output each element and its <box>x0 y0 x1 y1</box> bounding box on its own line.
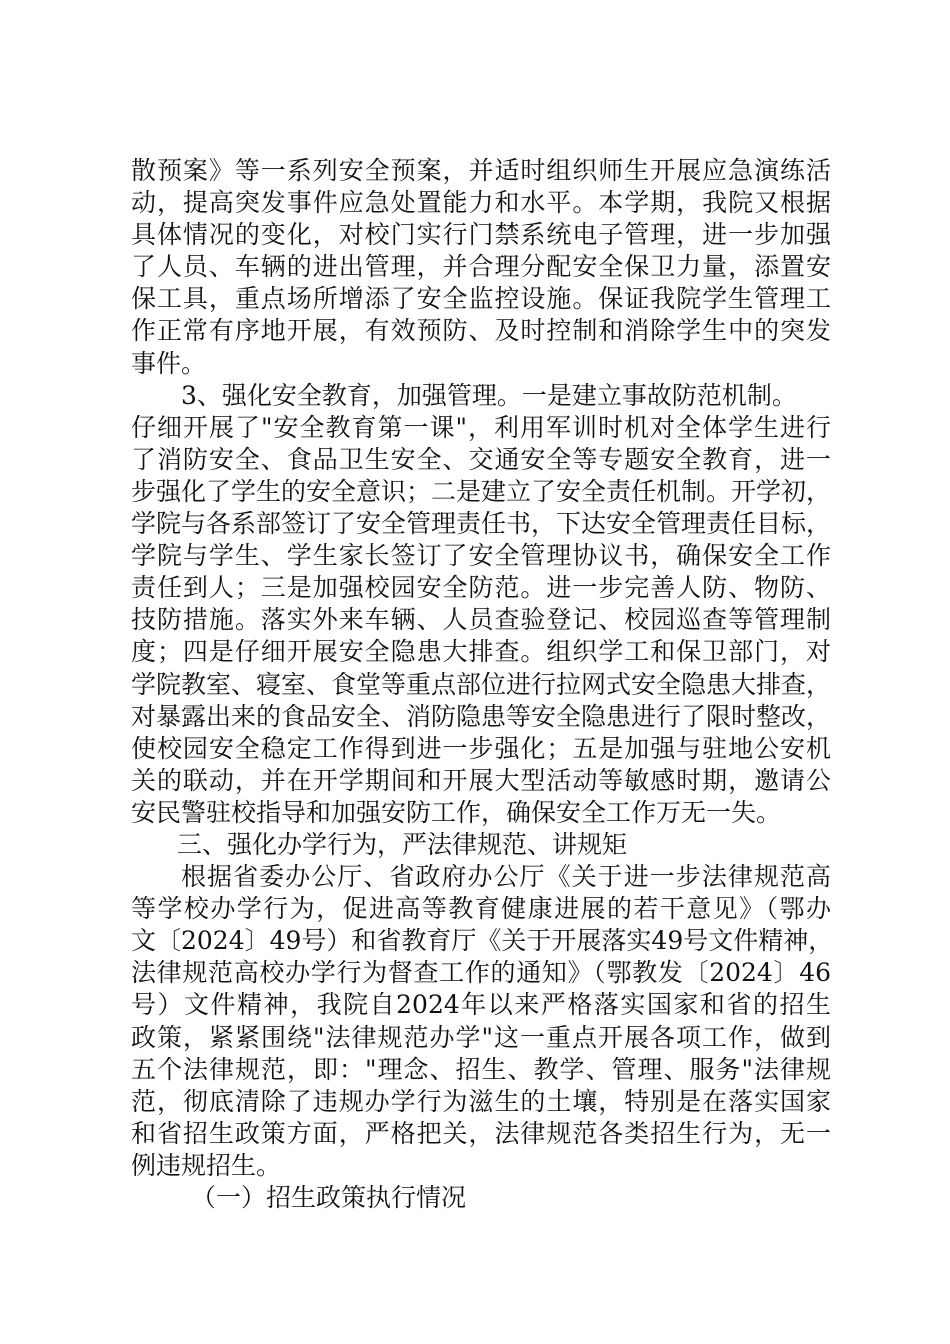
text-line: 使校园安全稳定工作得到进一步强化；五是加强与驻地公安机 <box>131 733 831 763</box>
text-line: 范，彻底清除了违规办学行为滋生的土壤，特别是在落实国家 <box>131 1086 831 1116</box>
text-line: 和省招生政策方面，严格把关，法律规范各类招生行为，无一 <box>131 1118 831 1148</box>
document-body <box>131 155 834 1214</box>
text-line: 对暴露出来的食品安全、消防隐患等安全隐患进行了限时整改， <box>131 701 832 731</box>
text-line: 安民警驻校指导和加强安防工作，确保安全工作万无一失。 <box>131 797 782 827</box>
text-line: 具体情况的变化，对校门实行门禁系统电子管理，进一步加强 <box>131 220 831 250</box>
section-heading-3: 3、强化安全教育，加强管理。一是建立事故防范机制。 <box>181 380 797 410</box>
text-line: 学院与学生、学生家长签订了安全管理协议书，确保安全工作 <box>131 541 831 571</box>
text-line: 文〔2024〕49号）和省教育厅《关于开展落实49号文件精神， <box>131 926 834 956</box>
text-line: 号）文件精神，我院自2024年以来严格落实国家和省的招生 <box>131 990 831 1020</box>
text-line: 学院与各系部签订了安全管理责任书，下达安全管理责任目标， <box>131 509 832 539</box>
text-line: 事件。 <box>131 348 207 378</box>
text-line: 保工具，重点场所增添了安全监控设施。保证我院学生管理工 <box>131 284 831 314</box>
text-line: 五个法律规范，即："理念、招生、教学、管理、服务"法律规 <box>131 1054 831 1084</box>
section-heading-three: 三、强化办学行为，严法律规范、讲规矩 <box>177 829 628 859</box>
text-line: 学院教室、寝室、食堂等重点部位进行拉网式安全隐患大排查， <box>131 669 832 699</box>
text-line: 等学校办学行为，促进高等教育健康进展的若干意见》（鄂办 <box>131 894 831 924</box>
text-line: 仔细开展了"安全教育第一课"，利用军训时机对全体学生进行 <box>131 412 831 442</box>
text-line: 了人员、车辆的进出管理，并合理分配安全保卫力量，添置安 <box>131 252 831 282</box>
subsection-heading-1: （一）招生政策执行情况 <box>191 1183 467 1212</box>
text-line: 散预案》等一系列安全预案，并适时组织师生开展应急演练活 <box>131 156 831 185</box>
text-line: 法律规范高校办学行为督查工作的通知》（鄂教发〔2024〕46 <box>131 958 831 988</box>
text-line: 关的联动，并在开学期间和开展大型活动等敏感时期，邀请公 <box>131 765 831 795</box>
text-line: 根据省委办公厅、省政府办公厅《关于进一步法律规范高 <box>181 862 831 892</box>
text-line: 责任到人；三是加强校园安全防范。进一步完善人防、物防、 <box>131 573 831 603</box>
text-line: 步强化了学生的安全意识；二是建立了安全责任机制。开学初， <box>131 476 832 506</box>
text-line: 作正常有序地开展，有效预防、及时控制和消除学生中的突发 <box>131 316 831 346</box>
text-line: 度；四是仔细开展安全隐患大排查。组织学工和保卫部门，对 <box>131 637 831 667</box>
text-line: 动，提高突发事件应急处置能力和水平。本学期，我院又根据 <box>131 188 831 218</box>
text-line: 技防措施。落实外来车辆、人员查验登记、校园巡查等管理制 <box>131 605 831 635</box>
text-line: 了消防安全、食品卫生安全、交通安全等专题安全教育，进一 <box>131 444 831 474</box>
text-line: 政策，紧紧围绕"法律规范办学"这一重点开展各项工作，做到 <box>131 1022 831 1052</box>
text-line: 例违规招生。 <box>131 1150 282 1180</box>
